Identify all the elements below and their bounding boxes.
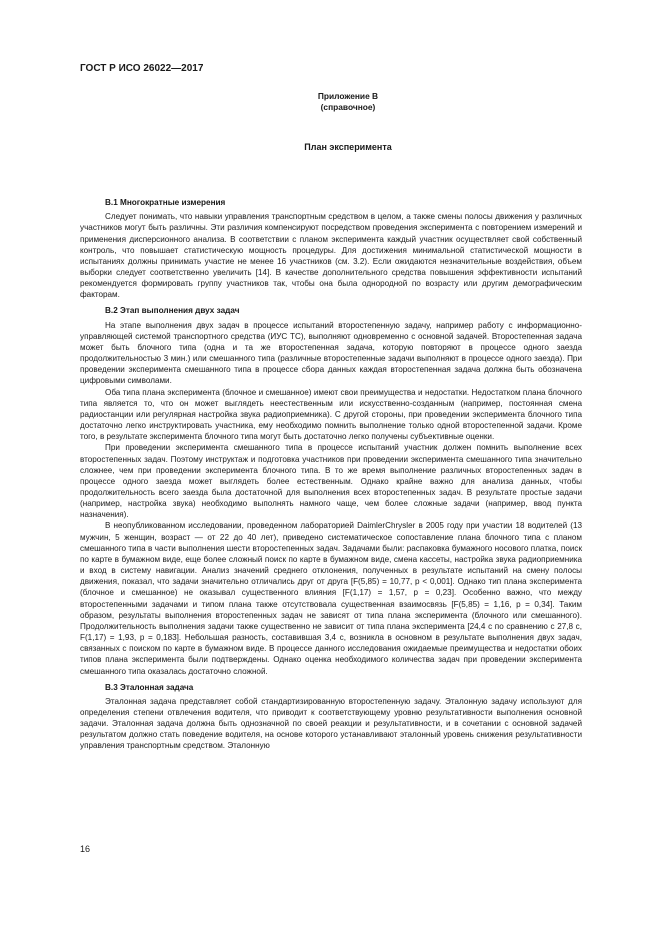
appendix-kind: (справочное): [320, 102, 376, 112]
standard-header: ГОСТ Р ИСО 26022—2017: [80, 63, 204, 74]
section-heading-b1: В.1 Многократные измерения: [105, 198, 226, 207]
section-heading-b2: В.2 Этап выполнения двух задач: [105, 306, 240, 316]
paragraph: В неопубликованном исследовании, проведенном лабораторией DaimlerChrysler в 2005 году при участии 18 водителей (13 мужчин, 5 женщин, возраст — от 22 до 40 лет), приведено систематическое сопоставление плана блочного типа с планом смешанного типа в части выполнения шести второстепенных задач. Задачами были: распаковка бумажного носового платка, поиск по карте в бумажном виде, еще более сложный поиск по карте в бумажном виде, смена кассеты, настройка звука радиоприемника и вход в систему навигации. Анализ значений среднего отклонения, полученных в результате испытаний на смену полосы движения, показал, что задачи значительно отличались друг от друга [F(5,85) = 10,77, p < 0,001]. Однако тип плана эксперимента (блочное и смешанное) не оказывал существенного влияния [F(1,17) = 1,57, p = 0,23]. Особенно важно, что между второстепенными задачами и типом плана также отсутствовала существенная взаимосвязь [F(5,85) = 1,16, p = 0,34]. Таким образом, результаты выполнения второстепенных задач не зависят от типа плана эксперимента (блочного или смешанного). Продолжительность выполнения задачи также существенно не зависит от типа плана эксперимента [24,4 с по сравнению с 27,8 с, F(1,17) = 1,93, p = 0,183]. Небольшая разность, составившая 3,4 с, возникла в основном в результате выполнения двух задач, связанных с поиском по карте в бумажном виде. В процессе данного исследования ожидаемые преимущества и недостатки обоих типов плана эксперимента были подтверждены. Однако оценка необходимого количества задач при проведении эксперимента смешанного типа оказалась достаточно сложной.: [80, 521, 582, 676]
paragraph: Эталонная задача представляет собой стандартизированную второстепенную задачу. Эталонную задачу используют для определения степени отвлечения водителя, что приводит к соответствующему уровню результативности выполнения основной задачи. Эталонная задача должна быть однозначной по своей реакции и результативности, и в сочетании с основной задачей результатом должно стать поведение водителя, на основе которого устанавливают эталонный уровень снижения результативности управления транспортным средством. Эталонную: [80, 696, 582, 751]
paragraph: На этапе выполнения двух задач в процессе испытаний второстепенную задачу, например работу с информационно-управляющей системой транспортного средства (ИУС ТС), выполняют одновременно с основной задачей. Второстепенная задача может быть блочного типа (одна и та же второстепенная задача, которую повторяют в процессе одного заезда продолжительностью 3 мин.) или смешанного типа (различные второстепенные задачи выполняют в процессе одного заезда). При проведении эксперимента смешанного типа в процессе сбора данных каждая второстепенная задача должна быть обозначена цифровыми символами.: [80, 320, 582, 386]
document-body: [80, 197, 582, 752]
paragraph: При проведении эксперимента смешанного типа в процессе испытаний участник должен помнить выполнение всех второстепенных задач. Поэтому инструктаж и подготовка участников при проведении эксперимента смешанного типа значительно сложнее, чем при проведении эксперимента блочного типа. В то же время выполнение различных второстепенных задач в процессе одного заезда может выглядеть более естественным. Однако крайне важно для анализа данных, чтобы продолжительность всего заезда была достаточной для выполнения всех второстепенных задач. В результате простые задачи (например, настройка звука) необходимо выполнять намного чаще, чем более сложные задачи (например, ввод пункта назначения).: [80, 443, 582, 520]
page-number: 16: [80, 844, 91, 854]
page-title: План эксперимента: [304, 142, 392, 152]
appendix-title: Приложение В: [317, 91, 379, 101]
paragraph: Следует понимать, что навыки управления транспортным средством в целом, а также смены полосы движения у различных участников могут быть различны. Эти различия компенсируют посредством проведения эксперимента с повторением измерений и применения дисперсионного анализа. В соответствии с планом эксперимента каждый участник осуществляет свой собственный контроль, что повышает статистическую мощность процедуры. Для достижения минимальной статистической мощности в испытаниях должны принимать участие не менее 16 участников (см. 3.2). Если ожидаются незначительные воздействия, объем выборки следует соответственно увеличить [14]. В качестве дополнительного средства повышения эффективности испытаний рекомендуется формировать группу участников так, чтобы она была однородной по возрасту или другим демографическим факторам.: [80, 212, 582, 300]
paragraph: Оба типа плана эксперимента (блочное и смешанное) имеют свои преимущества и недостатки. Недостатком плана блочного типа является то, что он может выглядеть неестественным или искусственно-созданным (например, постоянная смена радиостанции или регулярная настройка звука радиоприемника). С другой стороны, при проведении эксперимента блочного типа достаточно легко инструктировать участника, ему необходимо помнить выполнение только одной второстепенной задачи. Кроме того, в результате эксперимента блочного типа могут быть достаточно легко получены субъективные оценки.: [80, 387, 582, 442]
section-heading-b3: В.3 Эталонная задача: [105, 682, 194, 692]
